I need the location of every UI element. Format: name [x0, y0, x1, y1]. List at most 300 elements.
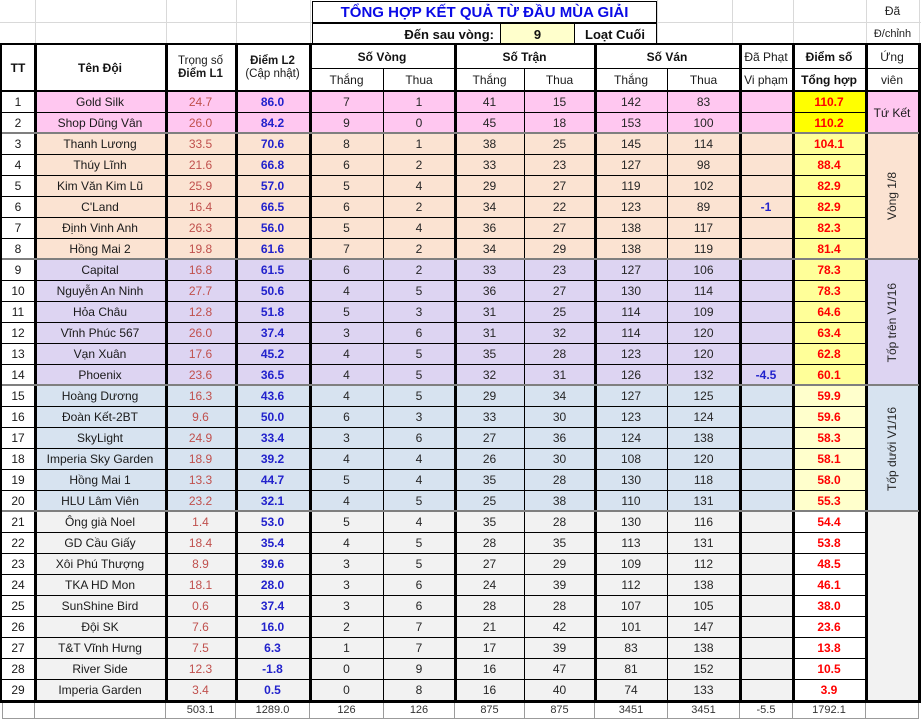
weight-cell[interactable]: 26.0 [166, 323, 236, 344]
round-lose-cell[interactable]: 7 [384, 617, 455, 638]
game-win-cell[interactable]: 153 [595, 113, 668, 134]
penalty-cell[interactable] [740, 428, 793, 449]
game-win-cell[interactable]: 127 [595, 155, 668, 176]
round-win-cell[interactable]: 5 [310, 218, 384, 239]
round-win-cell[interactable]: 2 [310, 617, 384, 638]
round-win-cell[interactable]: 5 [310, 470, 384, 491]
col-header-penalty-1[interactable]: Đã Phạt [740, 45, 793, 69]
game-win-cell[interactable]: 126 [595, 365, 668, 386]
game-win-cell[interactable]: 83 [595, 638, 668, 659]
match-win-cell[interactable]: 28 [455, 533, 525, 554]
game-lose-cell[interactable]: 119 [668, 239, 740, 260]
match-win-cell[interactable]: 27 [455, 554, 525, 575]
weight-cell[interactable]: 13.3 [166, 470, 236, 491]
match-win-cell[interactable]: 29 [455, 386, 525, 407]
col-header-matches-lose[interactable]: Thua [525, 69, 595, 92]
penalty-cell[interactable] [740, 218, 793, 239]
l2-cell[interactable]: 53.0 [236, 512, 310, 533]
match-win-cell[interactable]: 28 [455, 596, 525, 617]
team-name-cell[interactable]: Định Vinh Anh [35, 218, 166, 239]
match-win-cell[interactable]: 17 [455, 638, 525, 659]
total-score-cell[interactable]: 48.5 [793, 554, 866, 575]
game-win-cell[interactable]: 114 [595, 323, 668, 344]
game-lose-cell[interactable]: 109 [668, 302, 740, 323]
weight-cell[interactable]: 21.6 [166, 155, 236, 176]
team-name-cell[interactable]: Ông già Noel [35, 512, 166, 533]
match-lose-cell[interactable]: 29 [525, 554, 595, 575]
total-score-cell[interactable]: 58.1 [793, 449, 866, 470]
match-lose-cell[interactable]: 18 [525, 113, 595, 134]
l2-cell[interactable]: 33.4 [236, 428, 310, 449]
tt-cell[interactable]: 3 [2, 134, 35, 155]
penalty-cell[interactable] [740, 533, 793, 554]
match-win-cell[interactable]: 26 [455, 449, 525, 470]
penalty-cell[interactable] [740, 659, 793, 680]
round-lose-cell[interactable]: 6 [384, 428, 455, 449]
round-lose-cell[interactable]: 6 [384, 575, 455, 596]
match-lose-cell[interactable]: 23 [525, 155, 595, 176]
round-win-cell[interactable]: 1 [310, 638, 384, 659]
round-lose-cell[interactable]: 6 [384, 323, 455, 344]
l2-cell[interactable]: 0.5 [236, 680, 310, 701]
round-win-cell[interactable]: 8 [310, 134, 384, 155]
weight-cell[interactable]: 16.3 [166, 386, 236, 407]
l2-cell[interactable]: 35.4 [236, 533, 310, 554]
totals-round_l-cell[interactable]: 126 [384, 701, 455, 719]
team-name-cell[interactable]: Capital [35, 260, 166, 281]
game-win-cell[interactable]: 101 [595, 617, 668, 638]
round-win-cell[interactable]: 6 [310, 155, 384, 176]
weight-cell[interactable]: 16.8 [166, 260, 236, 281]
tt-cell[interactable]: 4 [2, 155, 35, 176]
match-lose-cell[interactable]: 32 [525, 323, 595, 344]
sheet-title-cell[interactable]: TỔNG HỢP KẾT QUẢ TỪ ĐẦU MÙA GIẢI [312, 1, 657, 23]
game-lose-cell[interactable]: 125 [668, 386, 740, 407]
tt-cell[interactable]: 25 [2, 596, 35, 617]
match-lose-cell[interactable]: 27 [525, 176, 595, 197]
penalty-cell[interactable] [740, 596, 793, 617]
total-score-cell[interactable]: 110.7 [793, 92, 866, 113]
round-win-cell[interactable]: 6 [310, 260, 384, 281]
totals-empty-candidate[interactable] [866, 701, 919, 719]
col-header-rounds[interactable]: Số Vòng [310, 45, 455, 69]
l2-cell[interactable]: 39.2 [236, 449, 310, 470]
l2-cell[interactable]: 86.0 [236, 92, 310, 113]
penalty-cell[interactable] [740, 302, 793, 323]
l2-cell[interactable]: 45.2 [236, 344, 310, 365]
penalty-cell[interactable] [740, 449, 793, 470]
penalty-cell[interactable]: -1 [740, 197, 793, 218]
weight-cell[interactable]: 18.1 [166, 575, 236, 596]
match-lose-cell[interactable]: 22 [525, 197, 595, 218]
team-name-cell[interactable]: T&T Vĩnh Hưng [35, 638, 166, 659]
match-lose-cell[interactable]: 15 [525, 92, 595, 113]
l2-cell[interactable]: 32.1 [236, 491, 310, 512]
game-lose-cell[interactable]: 138 [668, 575, 740, 596]
game-lose-cell[interactable]: 118 [668, 470, 740, 491]
penalty-cell[interactable] [740, 176, 793, 197]
penalty-cell[interactable] [740, 407, 793, 428]
round-win-cell[interactable]: 4 [310, 344, 384, 365]
l2-cell[interactable]: 70.6 [236, 134, 310, 155]
match-win-cell[interactable]: 25 [455, 491, 525, 512]
team-name-cell[interactable]: TKA HD Mon [35, 575, 166, 596]
round-lose-cell[interactable]: 7 [384, 638, 455, 659]
game-lose-cell[interactable]: 116 [668, 512, 740, 533]
round-win-cell[interactable]: 4 [310, 449, 384, 470]
tt-cell[interactable]: 17 [2, 428, 35, 449]
tt-cell[interactable]: 19 [2, 470, 35, 491]
total-score-cell[interactable]: 54.4 [793, 512, 866, 533]
match-win-cell[interactable]: 35 [455, 512, 525, 533]
totals-match_w-cell[interactable]: 875 [455, 701, 525, 719]
col-header-candidate-1[interactable]: Ứng [866, 45, 919, 69]
round-lose-cell[interactable]: 1 [384, 134, 455, 155]
game-win-cell[interactable]: 108 [595, 449, 668, 470]
l2-cell[interactable]: 36.5 [236, 365, 310, 386]
match-lose-cell[interactable]: 39 [525, 575, 595, 596]
game-win-cell[interactable]: 138 [595, 218, 668, 239]
weight-cell[interactable]: 25.9 [166, 176, 236, 197]
game-win-cell[interactable]: 74 [595, 680, 668, 701]
l2-cell[interactable]: 56.0 [236, 218, 310, 239]
round-win-cell[interactable]: 4 [310, 365, 384, 386]
tt-cell[interactable]: 16 [2, 407, 35, 428]
round-win-cell[interactable]: 3 [310, 596, 384, 617]
round-win-cell[interactable]: 5 [310, 302, 384, 323]
total-score-cell[interactable]: 63.4 [793, 323, 866, 344]
round-lose-cell[interactable]: 5 [384, 554, 455, 575]
l2-cell[interactable]: 61.5 [236, 260, 310, 281]
totals-penalty-cell[interactable]: -5.5 [740, 701, 793, 719]
l2-cell[interactable]: 39.6 [236, 554, 310, 575]
game-lose-cell[interactable]: 100 [668, 113, 740, 134]
game-lose-cell[interactable]: 124 [668, 407, 740, 428]
col-header-games-win[interactable]: Thắng [595, 69, 668, 92]
round-win-cell[interactable]: 0 [310, 680, 384, 701]
weight-cell[interactable]: 16.4 [166, 197, 236, 218]
l2-cell[interactable]: 66.5 [236, 197, 310, 218]
round-win-cell[interactable]: 3 [310, 428, 384, 449]
round-suffix-cell[interactable]: Loạt Cuối [585, 26, 645, 42]
total-score-cell[interactable]: 62.8 [793, 344, 866, 365]
total-score-cell[interactable]: 10.5 [793, 659, 866, 680]
weight-cell[interactable]: 23.6 [166, 365, 236, 386]
match-lose-cell[interactable]: 28 [525, 512, 595, 533]
weight-cell[interactable]: 12.3 [166, 659, 236, 680]
game-lose-cell[interactable]: 89 [668, 197, 740, 218]
team-name-cell[interactable]: C'Land [35, 197, 166, 218]
match-win-cell[interactable]: 27 [455, 428, 525, 449]
team-name-cell[interactable]: Imperia Garden [35, 680, 166, 701]
game-win-cell[interactable]: 107 [595, 596, 668, 617]
match-win-cell[interactable]: 35 [455, 470, 525, 491]
weight-cell[interactable]: 0.6 [166, 596, 236, 617]
weight-cell[interactable]: 26.3 [166, 218, 236, 239]
tt-cell[interactable]: 21 [2, 512, 35, 533]
round-win-cell[interactable]: 4 [310, 491, 384, 512]
match-lose-cell[interactable]: 28 [525, 596, 595, 617]
team-name-cell[interactable]: Vạn Xuân [35, 344, 166, 365]
round-lose-cell[interactable]: 2 [384, 155, 455, 176]
team-name-cell[interactable]: Hồng Mai 1 [35, 470, 166, 491]
match-lose-cell[interactable]: 34 [525, 386, 595, 407]
totals-game_l-cell[interactable]: 3451 [668, 701, 740, 719]
col-header-weight[interactable] [166, 45, 236, 92]
total-score-cell[interactable]: 82.9 [793, 197, 866, 218]
match-lose-cell[interactable]: 35 [525, 533, 595, 554]
team-name-cell[interactable]: Kim Văn Kim Lũ [35, 176, 166, 197]
col-header-penalty-2[interactable]: Vi phạm [740, 69, 793, 92]
l2-cell[interactable]: -1.8 [236, 659, 310, 680]
total-score-cell[interactable]: 23.6 [793, 617, 866, 638]
match-win-cell[interactable]: 24 [455, 575, 525, 596]
l2-cell[interactable]: 66.8 [236, 155, 310, 176]
weight-cell[interactable]: 24.9 [166, 428, 236, 449]
match-win-cell[interactable]: 16 [455, 680, 525, 701]
total-score-cell[interactable]: 82.9 [793, 176, 866, 197]
team-name-cell[interactable]: Thanh Lương [35, 134, 166, 155]
total-score-cell[interactable]: 110.2 [793, 113, 866, 134]
round-win-cell[interactable]: 0 [310, 659, 384, 680]
tt-cell[interactable]: 12 [2, 323, 35, 344]
game-lose-cell[interactable]: 133 [668, 680, 740, 701]
penalty-cell[interactable] [740, 344, 793, 365]
group-label-cell[interactable] [866, 512, 919, 701]
total-score-cell[interactable]: 104.1 [793, 134, 866, 155]
round-win-cell[interactable]: 7 [310, 92, 384, 113]
game-win-cell[interactable]: 124 [595, 428, 668, 449]
round-win-cell[interactable]: 3 [310, 323, 384, 344]
match-win-cell[interactable]: 33 [455, 155, 525, 176]
match-lose-cell[interactable]: 38 [525, 491, 595, 512]
game-lose-cell[interactable]: 106 [668, 260, 740, 281]
team-name-cell[interactable]: Thúy Lĩnh [35, 155, 166, 176]
weight-cell[interactable]: 9.6 [166, 407, 236, 428]
round-number-cell[interactable]: 9 [500, 24, 575, 44]
group-label-cell[interactable] [866, 260, 919, 386]
game-win-cell[interactable]: 123 [595, 344, 668, 365]
game-win-cell[interactable]: 123 [595, 197, 668, 218]
totals-round_w-cell[interactable]: 126 [310, 701, 384, 719]
match-win-cell[interactable]: 33 [455, 260, 525, 281]
round-lose-cell[interactable]: 0 [384, 113, 455, 134]
game-lose-cell[interactable]: 138 [668, 428, 740, 449]
penalty-cell[interactable] [740, 260, 793, 281]
penalty-cell[interactable] [740, 575, 793, 596]
round-win-cell[interactable]: 4 [310, 281, 384, 302]
tt-cell[interactable]: 14 [2, 365, 35, 386]
match-lose-cell[interactable]: 30 [525, 407, 595, 428]
round-lose-cell[interactable]: 2 [384, 197, 455, 218]
weight-cell[interactable]: 7.6 [166, 617, 236, 638]
group-label-cell[interactable] [866, 92, 919, 134]
team-name-cell[interactable]: Phoenix [35, 365, 166, 386]
weight-cell[interactable]: 24.7 [166, 92, 236, 113]
round-lose-cell[interactable]: 2 [384, 239, 455, 260]
weight-cell[interactable]: 23.2 [166, 491, 236, 512]
game-win-cell[interactable]: 109 [595, 554, 668, 575]
match-win-cell[interactable]: 31 [455, 323, 525, 344]
round-win-cell[interactable]: 5 [310, 512, 384, 533]
match-lose-cell[interactable]: 29 [525, 239, 595, 260]
total-score-cell[interactable]: 60.1 [793, 365, 866, 386]
match-lose-cell[interactable]: 28 [525, 470, 595, 491]
weight-cell[interactable]: 27.7 [166, 281, 236, 302]
round-win-cell[interactable]: 7 [310, 239, 384, 260]
col-header-l2[interactable] [236, 45, 310, 92]
game-win-cell[interactable]: 127 [595, 260, 668, 281]
penalty-cell[interactable] [740, 281, 793, 302]
match-win-cell[interactable]: 38 [455, 134, 525, 155]
game-lose-cell[interactable]: 120 [668, 449, 740, 470]
l2-cell[interactable]: 61.6 [236, 239, 310, 260]
game-lose-cell[interactable]: 132 [668, 365, 740, 386]
game-win-cell[interactable]: 119 [595, 176, 668, 197]
totals-weight-cell[interactable]: 503.1 [166, 701, 236, 719]
tt-cell[interactable]: 8 [2, 239, 35, 260]
game-win-cell[interactable]: 110 [595, 491, 668, 512]
col-header-score-1[interactable]: Điểm số [793, 45, 866, 69]
round-win-cell[interactable]: 6 [310, 197, 384, 218]
col-header-games-lose[interactable]: Thua [668, 69, 740, 92]
round-lose-cell[interactable]: 5 [384, 281, 455, 302]
total-score-cell[interactable]: 59.9 [793, 386, 866, 407]
total-score-cell[interactable]: 58.0 [793, 470, 866, 491]
tt-cell[interactable]: 5 [2, 176, 35, 197]
tt-cell[interactable]: 27 [2, 638, 35, 659]
team-name-cell[interactable]: Shop Dũng Vân [35, 113, 166, 134]
tt-cell[interactable]: 22 [2, 533, 35, 554]
team-name-cell[interactable]: Đội SK [35, 617, 166, 638]
team-name-cell[interactable]: Đoàn Kết-2BT [35, 407, 166, 428]
round-lose-cell[interactable]: 8 [384, 680, 455, 701]
total-score-cell[interactable]: 78.3 [793, 260, 866, 281]
game-win-cell[interactable]: 130 [595, 470, 668, 491]
tt-cell[interactable]: 18 [2, 449, 35, 470]
match-win-cell[interactable]: 34 [455, 239, 525, 260]
penalty-cell[interactable] [740, 323, 793, 344]
l2-cell[interactable]: 37.4 [236, 323, 310, 344]
l2-cell[interactable]: 84.2 [236, 113, 310, 134]
game-win-cell[interactable]: 112 [595, 575, 668, 596]
game-win-cell[interactable]: 81 [595, 659, 668, 680]
total-score-cell[interactable]: 88.4 [793, 155, 866, 176]
game-lose-cell[interactable]: 114 [668, 134, 740, 155]
tt-cell[interactable]: 15 [2, 386, 35, 407]
match-lose-cell[interactable]: 40 [525, 680, 595, 701]
adjusted-label-line1[interactable]: Đã [884, 4, 901, 18]
penalty-cell[interactable] [740, 470, 793, 491]
game-lose-cell[interactable]: 112 [668, 554, 740, 575]
l2-cell[interactable]: 6.3 [236, 638, 310, 659]
team-name-cell[interactable]: HLU Lâm Viên [35, 491, 166, 512]
match-lose-cell[interactable]: 36 [525, 428, 595, 449]
tt-cell[interactable]: 7 [2, 218, 35, 239]
round-win-cell[interactable]: 3 [310, 554, 384, 575]
game-win-cell[interactable]: 123 [595, 407, 668, 428]
col-header-team[interactable]: Tên Đội [35, 45, 166, 92]
total-score-cell[interactable]: 3.9 [793, 680, 866, 701]
match-lose-cell[interactable]: 39 [525, 638, 595, 659]
game-win-cell[interactable]: 130 [595, 281, 668, 302]
penalty-cell[interactable] [740, 134, 793, 155]
total-score-cell[interactable]: 53.8 [793, 533, 866, 554]
totals-empty-tt[interactable] [2, 701, 35, 719]
game-lose-cell[interactable]: 152 [668, 659, 740, 680]
match-lose-cell[interactable]: 28 [525, 344, 595, 365]
tt-cell[interactable]: 29 [2, 680, 35, 701]
game-lose-cell[interactable]: 102 [668, 176, 740, 197]
game-lose-cell[interactable]: 131 [668, 533, 740, 554]
round-lose-cell[interactable]: 2 [384, 260, 455, 281]
tt-cell[interactable]: 26 [2, 617, 35, 638]
weight-cell[interactable]: 18.9 [166, 449, 236, 470]
match-win-cell[interactable]: 35 [455, 344, 525, 365]
game-lose-cell[interactable]: 83 [668, 92, 740, 113]
penalty-cell[interactable] [740, 155, 793, 176]
match-lose-cell[interactable]: 25 [525, 302, 595, 323]
total-score-cell[interactable]: 38.0 [793, 596, 866, 617]
col-header-candidate-2[interactable]: viên [866, 69, 919, 92]
match-win-cell[interactable]: 16 [455, 659, 525, 680]
total-score-cell[interactable]: 59.6 [793, 407, 866, 428]
team-name-cell[interactable]: Hồng Mai 2 [35, 239, 166, 260]
tt-cell[interactable]: 13 [2, 344, 35, 365]
total-score-cell[interactable]: 13.8 [793, 638, 866, 659]
game-win-cell[interactable]: 145 [595, 134, 668, 155]
group-label-cell[interactable] [866, 134, 919, 260]
team-name-cell[interactable]: SunShine Bird [35, 596, 166, 617]
l2-cell[interactable]: 44.7 [236, 470, 310, 491]
l2-cell[interactable]: 50.0 [236, 407, 310, 428]
tt-cell[interactable]: 2 [2, 113, 35, 134]
round-label-cell[interactable]: Đến sau vòng: [404, 26, 494, 42]
penalty-cell[interactable] [740, 92, 793, 113]
round-lose-cell[interactable]: 5 [384, 386, 455, 407]
total-score-cell[interactable]: 78.3 [793, 281, 866, 302]
round-lose-cell[interactable]: 4 [384, 512, 455, 533]
weight-cell[interactable]: 17.6 [166, 344, 236, 365]
team-name-cell[interactable]: Imperia Sky Garden [35, 449, 166, 470]
penalty-cell[interactable] [740, 491, 793, 512]
round-lose-cell[interactable]: 6 [384, 596, 455, 617]
tt-cell[interactable]: 28 [2, 659, 35, 680]
match-lose-cell[interactable]: 23 [525, 260, 595, 281]
penalty-cell[interactable] [740, 617, 793, 638]
l2-cell[interactable]: 51.8 [236, 302, 310, 323]
weight-cell[interactable]: 26.0 [166, 113, 236, 134]
game-lose-cell[interactable]: 120 [668, 323, 740, 344]
match-win-cell[interactable]: 45 [455, 113, 525, 134]
col-header-score-2[interactable]: Tổng hợp [793, 69, 866, 92]
totals-game_w-cell[interactable]: 3451 [595, 701, 668, 719]
team-name-cell[interactable]: River Side [35, 659, 166, 680]
team-name-cell[interactable]: Gold Silk [35, 92, 166, 113]
match-win-cell[interactable]: 31 [455, 302, 525, 323]
round-lose-cell[interactable]: 1 [384, 92, 455, 113]
round-lose-cell[interactable]: 5 [384, 344, 455, 365]
adjusted-label-line2[interactable]: Đ/chỉnh [873, 28, 912, 40]
game-win-cell[interactable]: 142 [595, 92, 668, 113]
total-score-cell[interactable]: 58.3 [793, 428, 866, 449]
l2-cell[interactable]: 57.0 [236, 176, 310, 197]
team-name-cell[interactable]: Nguyễn An Ninh [35, 281, 166, 302]
match-win-cell[interactable]: 36 [455, 281, 525, 302]
total-score-cell[interactable]: 82.3 [793, 218, 866, 239]
game-lose-cell[interactable]: 131 [668, 491, 740, 512]
l2-cell[interactable]: 28.0 [236, 575, 310, 596]
